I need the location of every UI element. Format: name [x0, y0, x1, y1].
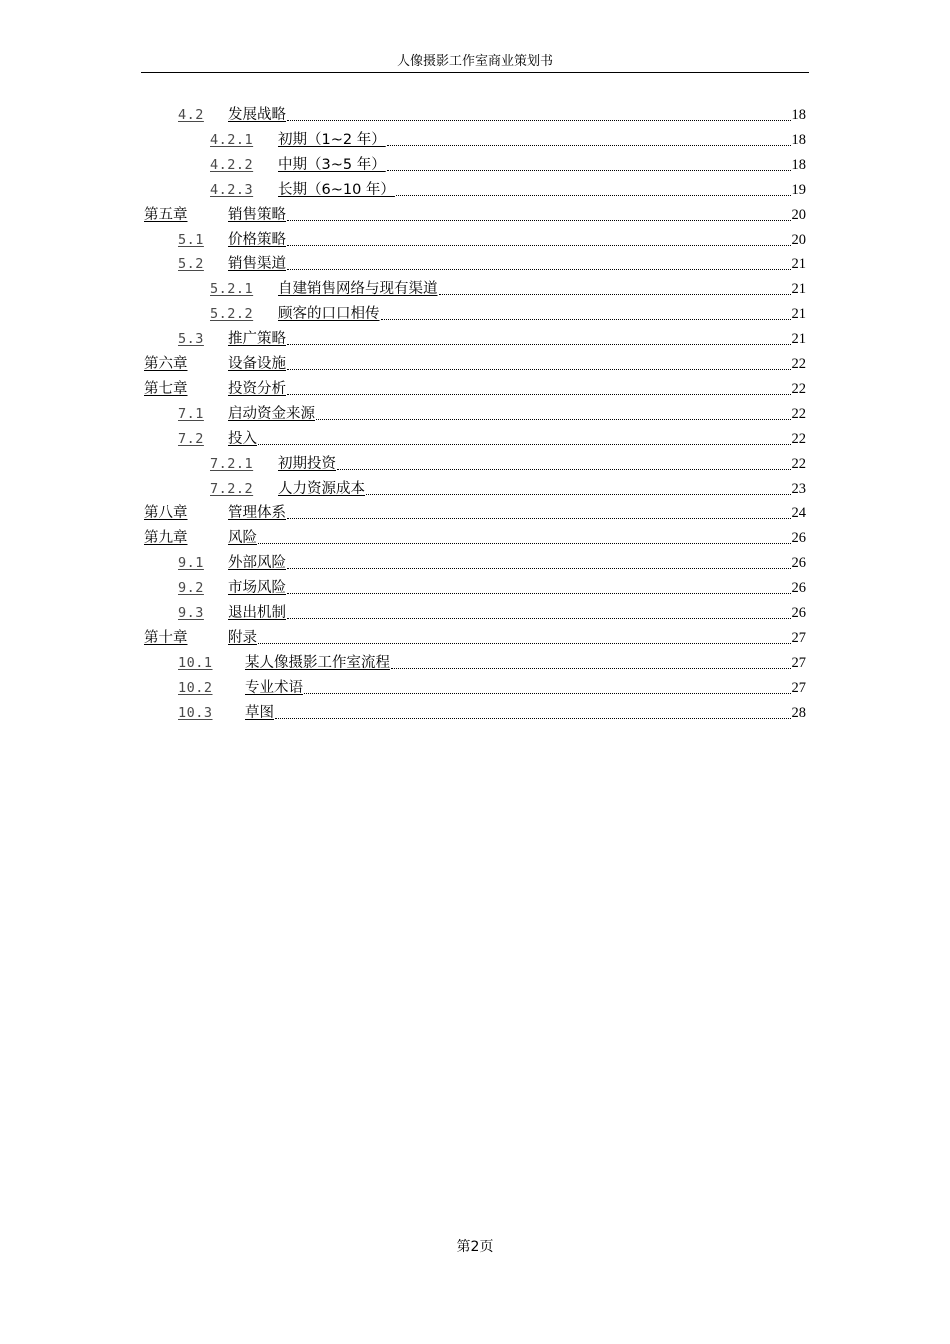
- toc-entry-page: 22: [791, 455, 806, 472]
- toc-entry-page: 27: [791, 629, 806, 646]
- toc-entry-number-text: 10.1: [178, 654, 213, 671]
- toc-entry[interactable]: [210, 126, 806, 150]
- dot-leader: [287, 568, 791, 569]
- toc-entry-title: 发展战略: [228, 107, 286, 123]
- dot-leader: [316, 419, 791, 420]
- toc-entry-number-cell: [210, 454, 278, 474]
- toc-entry-title: 顾客的口口相传: [278, 306, 380, 323]
- dot-leader: [258, 643, 791, 644]
- toc-entry-page: 20: [791, 231, 806, 248]
- toc-entry-number-text: 第八章: [144, 505, 188, 522]
- toc-entry-number-text: 第六章: [144, 356, 188, 372]
- toc-entry[interactable]: [144, 624, 806, 648]
- toc-entry-number-cell: [178, 553, 228, 573]
- toc-entry-title: 附录: [228, 629, 257, 646]
- toc-entry-number-cell: [178, 404, 228, 424]
- toc-entry-title: 销售渠道: [228, 256, 286, 273]
- toc-entry-page: 19: [791, 181, 806, 198]
- toc-entry[interactable]: [178, 325, 806, 349]
- toc-entry-title: 草图: [245, 704, 274, 721]
- toc-entry-number-cell: [178, 603, 228, 623]
- toc-entry-number-text: 5.2.1: [210, 281, 254, 298]
- toc-entry-page: 18: [791, 107, 806, 123]
- toc-entry[interactable]: [210, 450, 806, 474]
- toc-entry-page: 21: [791, 256, 806, 273]
- toc-entry-page: 21: [791, 331, 806, 348]
- toc-entry[interactable]: [144, 375, 806, 399]
- toc-entry-number-cell: [144, 354, 228, 374]
- toc-entry-title: 销售策略: [228, 206, 286, 223]
- dot-leader: [287, 593, 791, 594]
- toc-entry-title: 中期（3~5 年）: [278, 156, 386, 173]
- toc-entry-title: 设备设施: [228, 356, 286, 372]
- toc-entry-number-text: 10.2: [178, 679, 213, 696]
- toc-entry-title: 风险: [228, 530, 257, 547]
- toc-entry[interactable]: [178, 549, 806, 573]
- toc-entry[interactable]: [144, 524, 806, 548]
- toc-entry-number-text: 4.2: [178, 107, 204, 123]
- toc-entry[interactable]: [144, 499, 806, 523]
- page-number: 第2页: [456, 1239, 494, 1255]
- toc-entry-number-text: 7.2: [178, 430, 204, 447]
- toc-entry-number-text: 9.1: [178, 555, 204, 572]
- toc-entry-title: 启动资金来源: [228, 405, 315, 422]
- toc-entry[interactable]: [178, 400, 806, 424]
- toc-entry-title: 初期投资: [278, 455, 336, 472]
- toc-entry[interactable]: [178, 699, 806, 723]
- toc-entry-number-text: 第五章: [144, 206, 188, 223]
- toc-entry-number-cell: [178, 703, 245, 723]
- toc-entry[interactable]: [210, 275, 806, 299]
- dot-leader: [304, 693, 791, 694]
- toc-entry-page: 23: [791, 480, 806, 497]
- dot-leader: [391, 668, 791, 669]
- toc-entry-page: 22: [791, 380, 806, 397]
- toc-entry-number-cell: [178, 653, 245, 673]
- toc-entry-number-text: 7.2.2: [210, 480, 254, 497]
- toc-entry[interactable]: [210, 151, 806, 175]
- toc-entry[interactable]: [178, 101, 806, 125]
- toc-entry-title: 某人像摄影工作室流程: [245, 654, 390, 671]
- dot-leader: [287, 245, 791, 246]
- toc-entry-page: 27: [791, 654, 806, 671]
- dot-leader: [275, 718, 791, 719]
- dot-leader: [439, 294, 791, 295]
- dot-leader: [396, 195, 791, 196]
- dot-leader: [287, 120, 791, 121]
- toc-entry-number-text: 第九章: [144, 530, 188, 547]
- toc-entry[interactable]: [178, 425, 806, 449]
- toc-entry[interactable]: [178, 599, 806, 623]
- toc-entry-number-cell: [178, 329, 228, 349]
- toc-entry-title: 投入: [228, 430, 257, 447]
- toc-entry-title: 管理体系: [228, 505, 286, 522]
- dot-leader: [287, 269, 791, 270]
- toc-entry-number-cell: [178, 578, 228, 598]
- toc-entry-number-text: 5.1: [178, 231, 204, 248]
- toc-entry-title: 初期（1~2 年）: [278, 131, 386, 148]
- toc-entry-page: 18: [791, 156, 806, 173]
- dot-leader: [366, 494, 791, 495]
- toc-entry-number-cell: [210, 155, 278, 175]
- dot-leader: [287, 369, 791, 370]
- dot-leader: [387, 170, 791, 171]
- toc-entry-number-text: 5.2.2: [210, 306, 254, 323]
- toc-entry-title: 价格策略: [228, 231, 286, 248]
- toc-entry[interactable]: [210, 176, 806, 200]
- toc-entry-number-cell: [178, 254, 228, 274]
- toc-entry-number-cell: [178, 429, 228, 449]
- toc-entry[interactable]: [178, 674, 806, 698]
- toc-entry-page: 21: [791, 306, 806, 323]
- toc-entry-number-text: 5.2: [178, 256, 204, 273]
- toc-entry-number-cell: [210, 479, 278, 499]
- toc-entry-page: 22: [791, 405, 806, 422]
- toc-entry[interactable]: [210, 475, 806, 499]
- toc-entry-page: 27: [791, 679, 806, 696]
- toc-entry-number-text: 第十章: [144, 629, 188, 646]
- toc-entry-title: 退出机制: [228, 605, 286, 621]
- toc-entry-title: 专业术语: [245, 679, 303, 696]
- toc-entry-page: 22: [791, 356, 806, 372]
- toc-entry-number-text: 10.3: [178, 704, 213, 721]
- dot-leader: [287, 518, 791, 519]
- toc-entry-number-cell: [210, 279, 278, 299]
- toc-entry-number-cell: [144, 628, 228, 648]
- dot-leader: [387, 145, 791, 146]
- toc-entry-title: 长期（6~10 年）: [278, 181, 395, 198]
- toc-entry-number-cell: [210, 130, 278, 150]
- dot-leader: [381, 319, 791, 320]
- toc-entry-number-text: 4.2.1: [210, 131, 254, 148]
- dot-leader: [287, 618, 791, 619]
- toc-entry-number-text: 9.3: [178, 605, 204, 621]
- toc-entry-title: 人力资源成本: [278, 480, 365, 497]
- dot-leader: [337, 469, 791, 470]
- toc-entry-number-cell: [178, 105, 228, 125]
- toc-entry[interactable]: [178, 250, 806, 274]
- toc-entry-number-text: 9.2: [178, 580, 204, 597]
- toc-entry-number-text: 4.2.3: [210, 181, 254, 198]
- toc-entry-title: 市场风险: [228, 580, 286, 597]
- toc-entry-page: 24: [791, 505, 806, 522]
- toc-entry-title: 投资分析: [228, 380, 286, 397]
- dot-leader: [287, 344, 791, 345]
- toc-entry-number-cell: [210, 180, 278, 200]
- toc-entry[interactable]: [178, 574, 806, 598]
- toc-entry-number-text: 第七章: [144, 380, 188, 397]
- toc-entry-page: 26: [791, 555, 806, 572]
- toc-entry-page: 20: [791, 206, 806, 223]
- toc-entry-page: 26: [791, 580, 806, 597]
- toc-entry-number-text: 7.1: [178, 405, 204, 422]
- toc-entry-number-text: 4.2.2: [210, 156, 254, 173]
- toc-entry-number-text: 5.3: [178, 331, 204, 348]
- toc-entry-number-cell: [144, 528, 228, 548]
- toc-entry-number-cell: [178, 230, 228, 250]
- toc-entry[interactable]: [178, 226, 806, 250]
- toc-entry-page: 18: [791, 131, 806, 148]
- toc-entry-page: 21: [791, 281, 806, 298]
- toc-entry-page: 26: [791, 530, 806, 547]
- toc-entry-title: 外部风险: [228, 555, 286, 572]
- toc-entry-number-cell: [144, 205, 228, 225]
- toc-entry-title: 自建销售网络与现有渠道: [278, 281, 438, 298]
- toc-entry-title: 推广策略: [228, 331, 286, 348]
- toc-entry[interactable]: [210, 300, 806, 324]
- toc-entry-number-cell: [144, 379, 228, 399]
- toc-entry-number-text: 7.2.1: [210, 455, 254, 472]
- toc-entry-page: 22: [791, 430, 806, 447]
- toc-entry[interactable]: [144, 201, 806, 225]
- toc-entry-number-cell: [210, 304, 278, 324]
- toc-entry-number-cell: [144, 503, 228, 523]
- toc-entry-page: 26: [791, 605, 806, 621]
- toc-entry-page: 28: [791, 704, 806, 721]
- running-header: 人像摄影工作室商业策划书: [396, 54, 553, 69]
- toc-entry-number-cell: [178, 678, 245, 698]
- dot-leader: [258, 444, 791, 445]
- header-rule: [141, 72, 809, 73]
- dot-leader: [287, 394, 791, 395]
- toc-entry[interactable]: [178, 649, 806, 673]
- dot-leader: [287, 220, 791, 221]
- dot-leader: [258, 543, 791, 544]
- toc-entry[interactable]: [144, 350, 806, 374]
